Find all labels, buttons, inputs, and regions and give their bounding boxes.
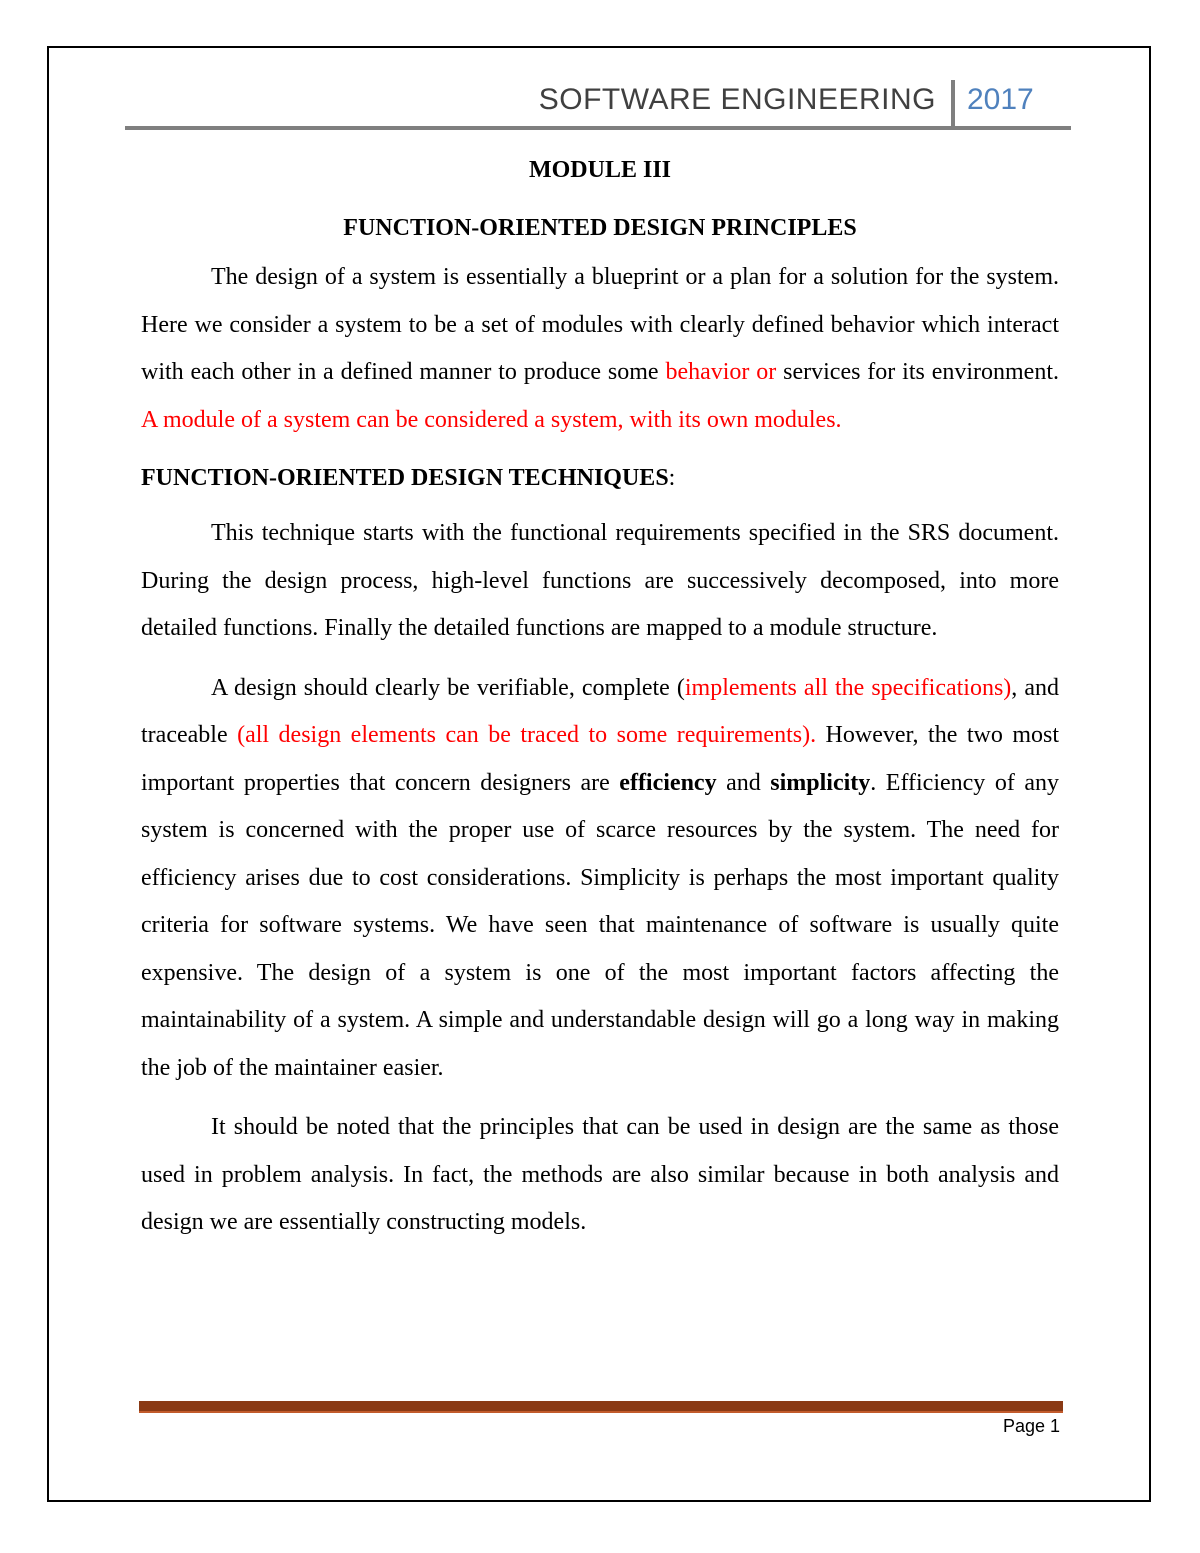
- red-text-run: (all design elements can be traced to some requirements).: [237, 722, 817, 748]
- text-run: services for its environment.: [776, 359, 1059, 385]
- text-run: However, the two most important properties that concern designers are: [141, 722, 1060, 796]
- red-text-run: A module of a system can be considered a system, with its own modules.: [141, 406, 842, 433]
- footer-rule: [139, 1401, 1063, 1411]
- text-run: . Efficiency of any system is concerned with the proper use of scarce resources by the system. The need for efficiency arises due to cost considerations. Simplicity is perhaps the most important quality criteria for software systems. We have seen that maintenance of software is usually quite expensive. The design of a system is one of the most important factors affecting the maintainability of a system. A simple and understandable design will go a long way in making the job of the maintainer easier.: [141, 769, 1059, 1081]
- header-title: SOFTWARE ENGINEERING: [538, 83, 936, 116]
- techniques-heading-text: FUNCTION-ORIENTED DESIGN TECHNIQUES: [141, 465, 669, 491]
- section-heading: FUNCTION-ORIENTED DESIGN PRINCIPLES: [343, 215, 857, 241]
- paragraph-intro: [141, 254, 1059, 444]
- page-number: Page 1: [1002, 1416, 1060, 1436]
- text-run: A design should clearly be verifiable, complete (: [211, 674, 685, 701]
- bold-term-simplicity: simplicity: [770, 769, 871, 796]
- text-run: The design of a system is essentially a blueprint or a plan for a solution for the system. Here we consider a system to be a set of modules with clearly defined behavior which interact with each other in a defined manner to produce some: [141, 264, 1059, 385]
- module-heading: MODULE III: [528, 157, 672, 183]
- document-body: [141, 150, 1059, 1247]
- techniques-heading: [141, 458, 1059, 498]
- header-rule: [125, 126, 1071, 130]
- header-divider: [951, 80, 955, 128]
- bold-term-efficiency: efficiency: [619, 769, 717, 796]
- paragraph-technique: This technique starts with the functional requirements specified in the SRS document. During the design process, high-level functions are successively decomposed, into more detailed functions. Finally the detailed functions are mapped to a module structure.: [141, 520, 1059, 641]
- red-text-run: behavior or: [665, 359, 777, 385]
- techniques-heading-colon: :: [668, 465, 676, 491]
- red-text-run: implements all the specifications): [684, 674, 1012, 701]
- paragraph-design-properties: [141, 665, 1059, 1093]
- paragraph-principles: It should be noted that the principles that can be used in design are the same as those used in problem analysis. In fact, the methods are also similar because in both analysis and design we are essentially constructing models.: [141, 1114, 1059, 1235]
- page-header: [125, 80, 1071, 132]
- text-run: , and traceable: [141, 674, 1060, 748]
- header-year: 2017: [967, 83, 1034, 116]
- footer-rule-highlight: [139, 1411, 1063, 1413]
- text-run: and: [716, 769, 771, 796]
